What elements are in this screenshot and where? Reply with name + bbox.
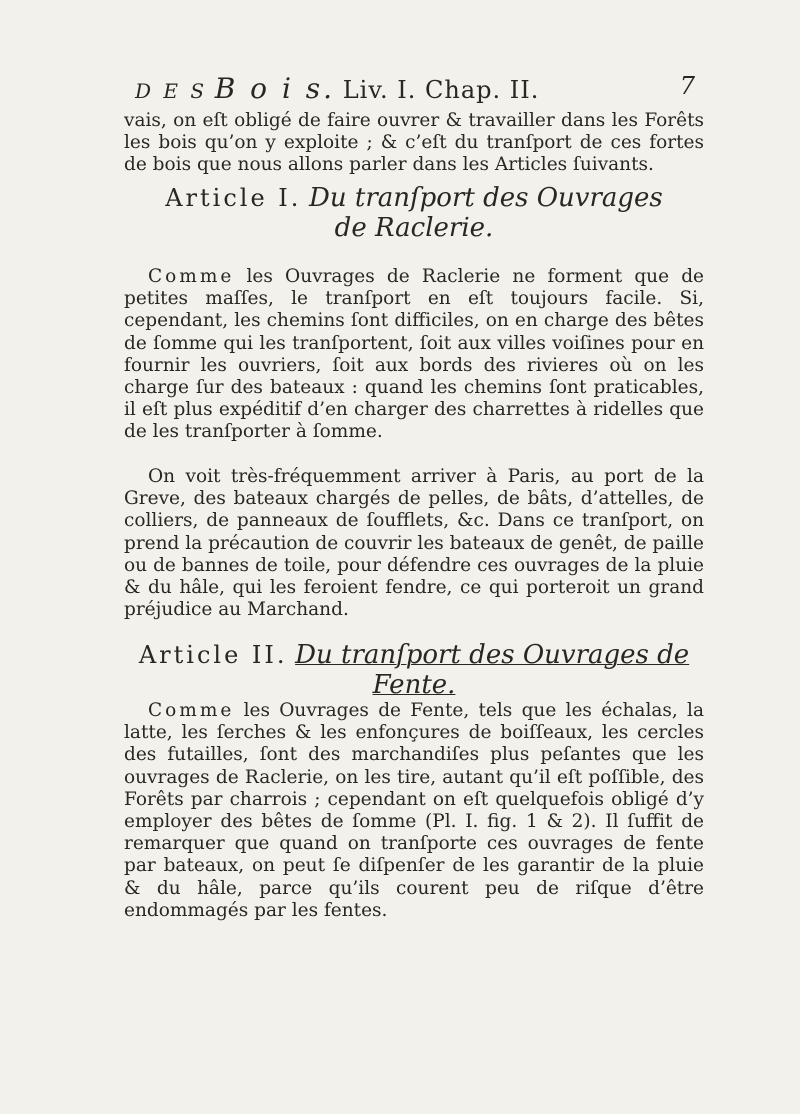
article-2-title: Du tranſport des Ouvrages de Fente. xyxy=(295,640,690,700)
article-2-lead-word: Comme xyxy=(148,700,235,721)
page-number: 7 xyxy=(679,72,695,100)
article-2-paragraph-1-text: les Ouvrages de Fente, tels que les échalas, la latte, les ſerches & les enfonçures de boiſſeaux, les cercles des futailles, ſont des marchandiſes plus peſantes que les ouvrages de Raclerie, on les tire, autant qu’il eſt poſſible, des Forêts par charrois ; cependant on eſt quelquefois obligé d’y employer des bêtes de ſomme (Pl. I. fig. 1 & 2). Il ſuffit de remarquer que quand on tranſporte ces ouvrages de fente par bateaux, on peut ſe diſpenſer de les garantir de la pluie & du hâle, parce qu’ils courent peu de riſque d’être endommagés par les fentes. xyxy=(124,700,704,921)
article-1-title-line2: de Raclerie. xyxy=(334,213,494,243)
article-1-paragraph-1-text: les Ouvrages de Raclerie ne forment que de petites maſſes, le tranſport en eſt toujours facile. Si, cependant, les chemins ſont difficiles, on en charge des bêtes de ſomme qui les tranſportent, ſoit aux villes voiſines pour en fournir les ouvriers, ſoit aux bords des rivieres où on les charge ſur des bateaux : quand les chemins ſont praticables, il eſt plus expéditif d’en charger des charrettes à ridelles que de les tranſporter à ſomme. xyxy=(124,266,704,443)
running-header xyxy=(135,72,695,106)
article-1-title-line1: Du tranſport des Ouvrages xyxy=(309,183,663,213)
article-2-label: Article II. xyxy=(138,641,288,669)
article-1-heading xyxy=(124,183,704,243)
header-title: B o i s. xyxy=(214,72,336,105)
article-1-paragraph-1 xyxy=(124,266,704,444)
intro-paragraph: vais, on eſt obligé de faire ouvrer & travailler dans les Forêts les bois qu’on y exploite ; & c’eſt du tranſport de ces fortes de bois que nous allons parler dans les Articles ſuivants. xyxy=(124,110,704,176)
header-chapter: Liv. I. Chap. II. xyxy=(342,76,540,104)
article-2-heading xyxy=(124,640,704,700)
article-2-paragraph-1 xyxy=(124,700,704,922)
article-1-lead-word: Comme xyxy=(148,266,235,287)
article-1-paragraph-2: On voit très-fréquemment arriver à Paris, au port de la Greve, des bateaux chargés de pelles, de bâts, d’attelles, de colliers, de panneaux de ſoufflets, &c. Dans ce tranſport, on prend la précaution de couvrir les bateaux de genêt, de paille ou de bannes de toile, pour défendre ces ouvrages de la pluie & du hâle, qui les feroient fendre, ce qui porteroit un grand préjudice au Marchand. xyxy=(124,466,704,621)
article-1-label: Article I. xyxy=(165,184,302,212)
header-des: D E S xyxy=(135,79,208,103)
